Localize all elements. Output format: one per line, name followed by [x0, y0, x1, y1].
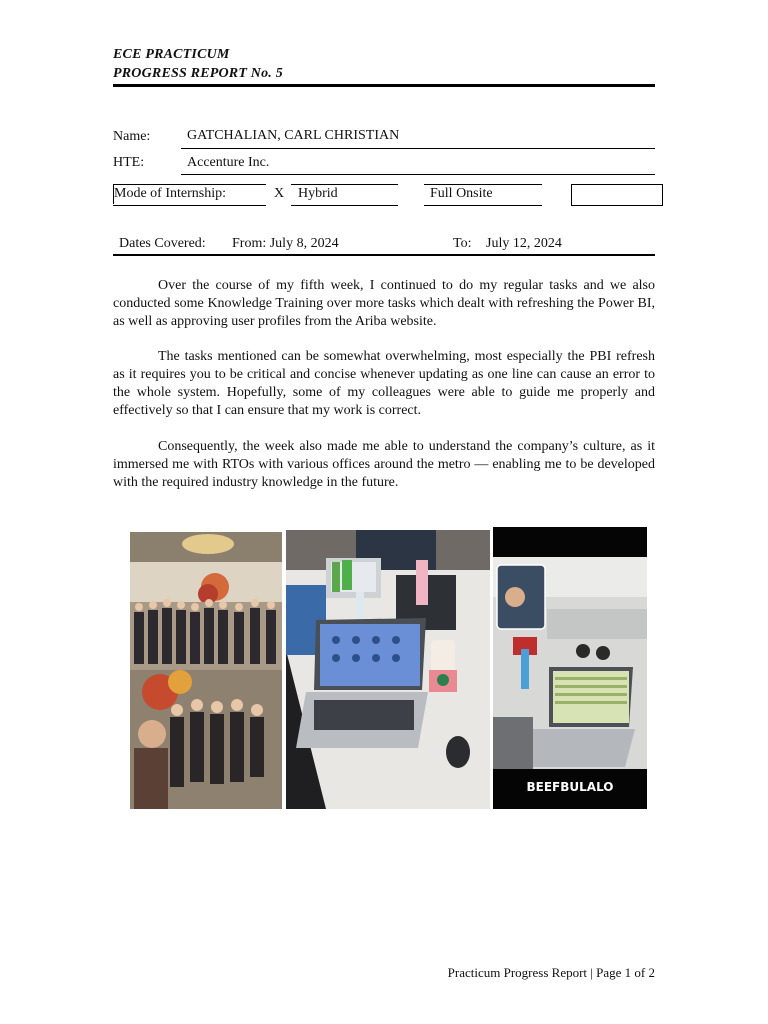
report-subtitle: PROGRESS REPORT No. 5	[113, 66, 283, 81]
name-underline	[181, 147, 655, 149]
mode-label: Mode of Internship:	[114, 186, 226, 201]
paragraph-3: Consequently, the week also made me able to understand the company’s culture, as it immersed me with RTOs with various offices around the metro — enabling me to be developed with the required industry knowledge in the future.	[113, 439, 655, 490]
dates-from: From: July 8, 2024	[232, 236, 339, 251]
office-desk-photo	[286, 530, 490, 809]
page-footer: Practicum Progress Report | Page 1 of 2	[447, 965, 655, 980]
header-rule	[113, 84, 655, 87]
dates-label: Dates Covered:	[119, 236, 206, 251]
report-title: ECE PRACTICUM	[113, 47, 230, 62]
dates-to-value: July 12, 2024	[486, 236, 562, 251]
story-caption: BEEFBULALO	[526, 780, 614, 794]
story-screenshot-photo	[493, 527, 647, 809]
name-label: Name:	[113, 129, 151, 144]
dates-rule	[113, 254, 655, 256]
story-screenshot-image	[493, 527, 647, 809]
team-photo-collage	[130, 532, 282, 809]
mode-label-box	[113, 184, 266, 206]
empty-option-box	[571, 184, 663, 206]
hte-underline	[181, 173, 655, 175]
mode-check-mark: X	[274, 186, 285, 201]
dates-to-label: To:	[453, 236, 472, 251]
hte-value: Accenture Inc.	[187, 155, 270, 170]
name-value: GATCHALIAN, CARL CHRISTIAN	[187, 128, 400, 143]
paragraph-1: Over the course of my fifth week, I continued to do my regular tasks and we also conducted some Knowledge Training over more tasks which dealt with refreshing the Power BI, as well as approving user profiles from the Ariba website.	[113, 278, 655, 329]
hte-label: HTE:	[113, 155, 145, 170]
mode-full-onsite: Full Onsite	[430, 186, 493, 201]
team-photo-image	[130, 532, 282, 809]
mode-hybrid: Hybrid	[298, 186, 338, 201]
office-desk-image	[286, 530, 490, 809]
paragraph-2: The tasks mentioned can be somewhat overwhelming, most especially the PBI refresh as it requires you to be critical and concise whenever updating as one line can cause an error to the whole system. Hopefully, some of my colleagues were able to guide me properly and effectively so that I can ensure that my work is correct.	[113, 349, 655, 418]
